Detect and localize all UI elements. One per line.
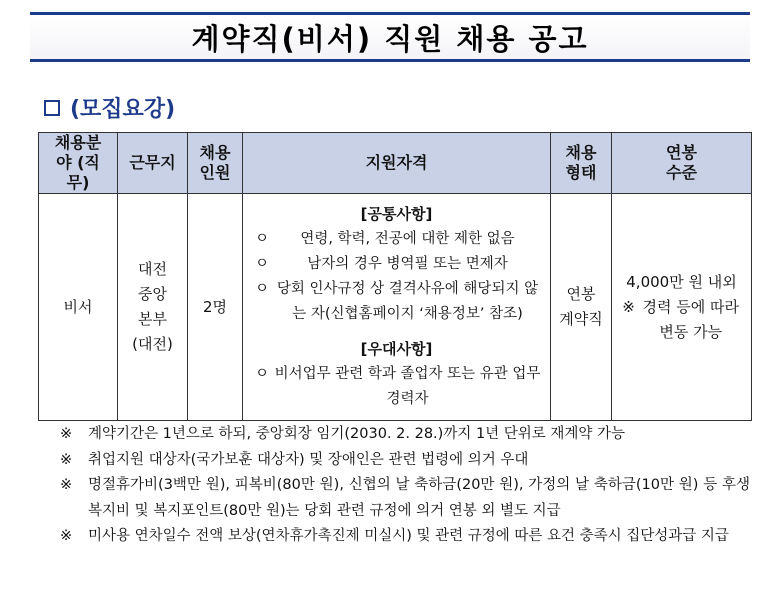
qualification-text: 비서업무 관련 학과 졸업자 또는 유관 업무 경력자 <box>274 366 541 407</box>
location-line: 본부 <box>138 310 167 328</box>
cell-employment-type <box>551 194 612 421</box>
header-qualifications: 지원자격 <box>243 133 551 194</box>
list-item <box>251 362 542 412</box>
employment-type-line: 계약직 <box>559 310 603 328</box>
reference-mark-icon: ※ <box>60 426 73 442</box>
list-item <box>251 277 542 327</box>
section-heading <box>44 92 175 123</box>
header-employment-type <box>551 133 612 194</box>
header-salary-label: 연봉 수준 <box>666 143 697 182</box>
table-row <box>39 194 752 421</box>
notes-list <box>60 422 750 550</box>
cell-headcount: 2명 <box>188 194 243 421</box>
section-heading-label: (모집요강) <box>70 97 176 122</box>
table-header-row <box>39 133 752 194</box>
cell-salary <box>612 194 752 421</box>
note-text: 취업지원 대상자(국가보훈 대상자) 및 장애인은 관련 법령에 의거 우대 <box>88 451 529 468</box>
common-requirements-title: [공통사항] <box>360 205 433 223</box>
qualification-text: 연령, 학력, 전공에 대한 제한 없음 <box>300 231 515 247</box>
header-employment-type-label: 채용 형태 <box>565 143 597 182</box>
note-text: 미사용 연차일수 전액 보상(연차휴가촉진제 미실시) 및 관련 규정에 따른 요건 충족시 집단성과급 지급 <box>88 528 729 544</box>
list-item <box>251 252 542 277</box>
salary-note-text: 경력 등에 따라 변동 가능 <box>642 297 740 341</box>
list-item <box>60 422 750 448</box>
reference-mark-icon: ※ <box>60 528 73 544</box>
location-line: (대전) <box>132 335 173 353</box>
employment-type-line: 연봉 <box>566 285 596 303</box>
cell-location <box>118 194 188 421</box>
list-item <box>60 448 750 474</box>
location-line: 대전 <box>138 260 167 278</box>
reference-mark-icon: ※ <box>60 451 73 468</box>
header-headcount-label: 채용 인원 <box>199 143 231 182</box>
list-item <box>251 227 542 252</box>
salary-note <box>618 295 745 345</box>
cell-qualifications <box>243 194 551 421</box>
reference-mark-icon: ※ <box>622 297 635 316</box>
salary-main: 4,000만 원 내외 <box>626 272 737 291</box>
header-salary <box>612 133 752 194</box>
note-text: 명절휴가비(3백만 원), 피복비(80만 원), 신협의 날 축하금(20만 원), 가정의 날 축하금(10만 원) 등 후생복지비 및 복지포인트(80만 원)는 당회 관련 규정에 의거 연봉 외 별도 지급 <box>88 477 750 519</box>
header-field <box>39 133 118 194</box>
header-field-label: 채용분야 (직무) <box>54 133 102 192</box>
recruitment-table <box>38 132 752 421</box>
list-item <box>60 524 750 550</box>
header-headcount <box>188 133 243 194</box>
checkbox-square-icon <box>44 100 60 116</box>
preferred-qualifications-title: [우대사항] <box>360 340 433 358</box>
cell-field: 비서 <box>39 194 118 421</box>
title-banner <box>30 12 750 62</box>
header-location: 근무지 <box>118 133 188 194</box>
reference-mark-icon: ※ <box>60 477 73 493</box>
list-item <box>60 473 750 524</box>
bullet-icon: ㅇ <box>254 256 269 272</box>
note-text: 계약기간은 1년으로 하되, 중앙회장 임기(2030. 2. 28.)까지 1년 단위로 재계약 가능 <box>88 426 626 442</box>
page-title: 계약직(비서) 직원 채용 공고 <box>191 21 589 56</box>
location-line: 중앙 <box>138 285 167 303</box>
bullet-icon: ㅇ <box>254 231 269 247</box>
qualification-text: 당회 인사규정 상 결격사유에 해당되지 않는 자(신협홈페이지 ‘채용정보’ 참조) <box>276 281 539 322</box>
qualification-text: 남자의 경우 병역필 또는 면제자 <box>307 256 508 272</box>
bullet-icon: ㅇ <box>254 366 269 382</box>
bullet-icon: ㅇ <box>254 281 269 297</box>
